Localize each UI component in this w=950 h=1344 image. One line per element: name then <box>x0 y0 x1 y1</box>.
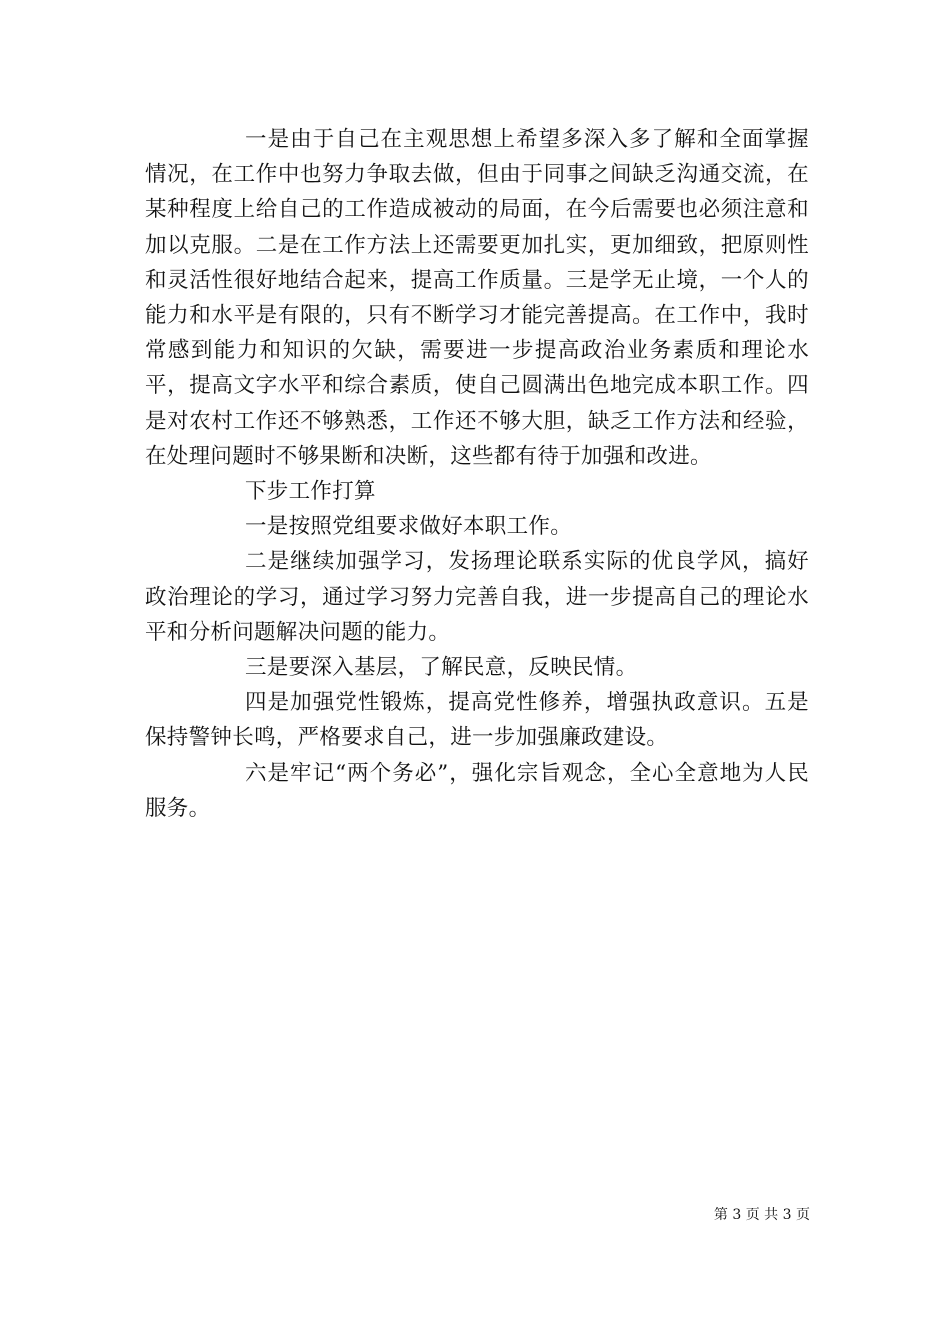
paragraph-plan-1: 一是按照党组要求做好本职工作。 <box>245 514 573 540</box>
document-body <box>145 122 809 826</box>
paragraph-plan-3: 三是要深入基层，了解民意，反映民情。 <box>245 655 638 681</box>
page-number-footer: 第 3 页 共 3 页 <box>713 1207 810 1223</box>
paragraph-shortcomings: 一是由于自己在主观思想上希望多深入多了解和全面掌握情况，在工作中也努力争取去做，但由于同事之间缺乏沟通交流，在某种程度上给自己的工作造成被动的局面，在今后需要也必须注意和加以克服。二是在工作方法上还需要更加扎实，更加细致，把原则性和灵活性很好地结合起来，提高工作质量。三是学无止境，一个人的能力和水平是有限的，只有不断学习才能完善提高。在工作中，我时常感到能力和知识的欠缺，需要进一步提高政治业务素质和理论水平，提高文字水平和综合素质，使自己圆满出色地完成本职工作。四是对农村工作还不够熟悉，工作还不够大胆，缺乏工作方法和经验，在处理问题时不够果断和决断，这些都有待于加强和改进。 <box>145 127 809 469</box>
section-heading-next-steps: 下步工作打算 <box>245 479 376 505</box>
paragraph-plan-4-5: 四是加强党性锻炼，提高党性修养，增强执政意识。五是保持警钟长鸣，严格要求自己，进一步加强廉政建设。 <box>145 690 809 751</box>
paragraph-plan-2: 二是继续加强学习，发扬理论联系实际的优良学风，搞好政治理论的学习，通过学习努力完善自我，进一步提高自己的理论水平和分析问题解决问题的能力。 <box>145 549 809 645</box>
paragraph-plan-6: 六是牢记“两个务必”，强化宗旨观念，全心全意地为人民服务。 <box>145 760 809 821</box>
